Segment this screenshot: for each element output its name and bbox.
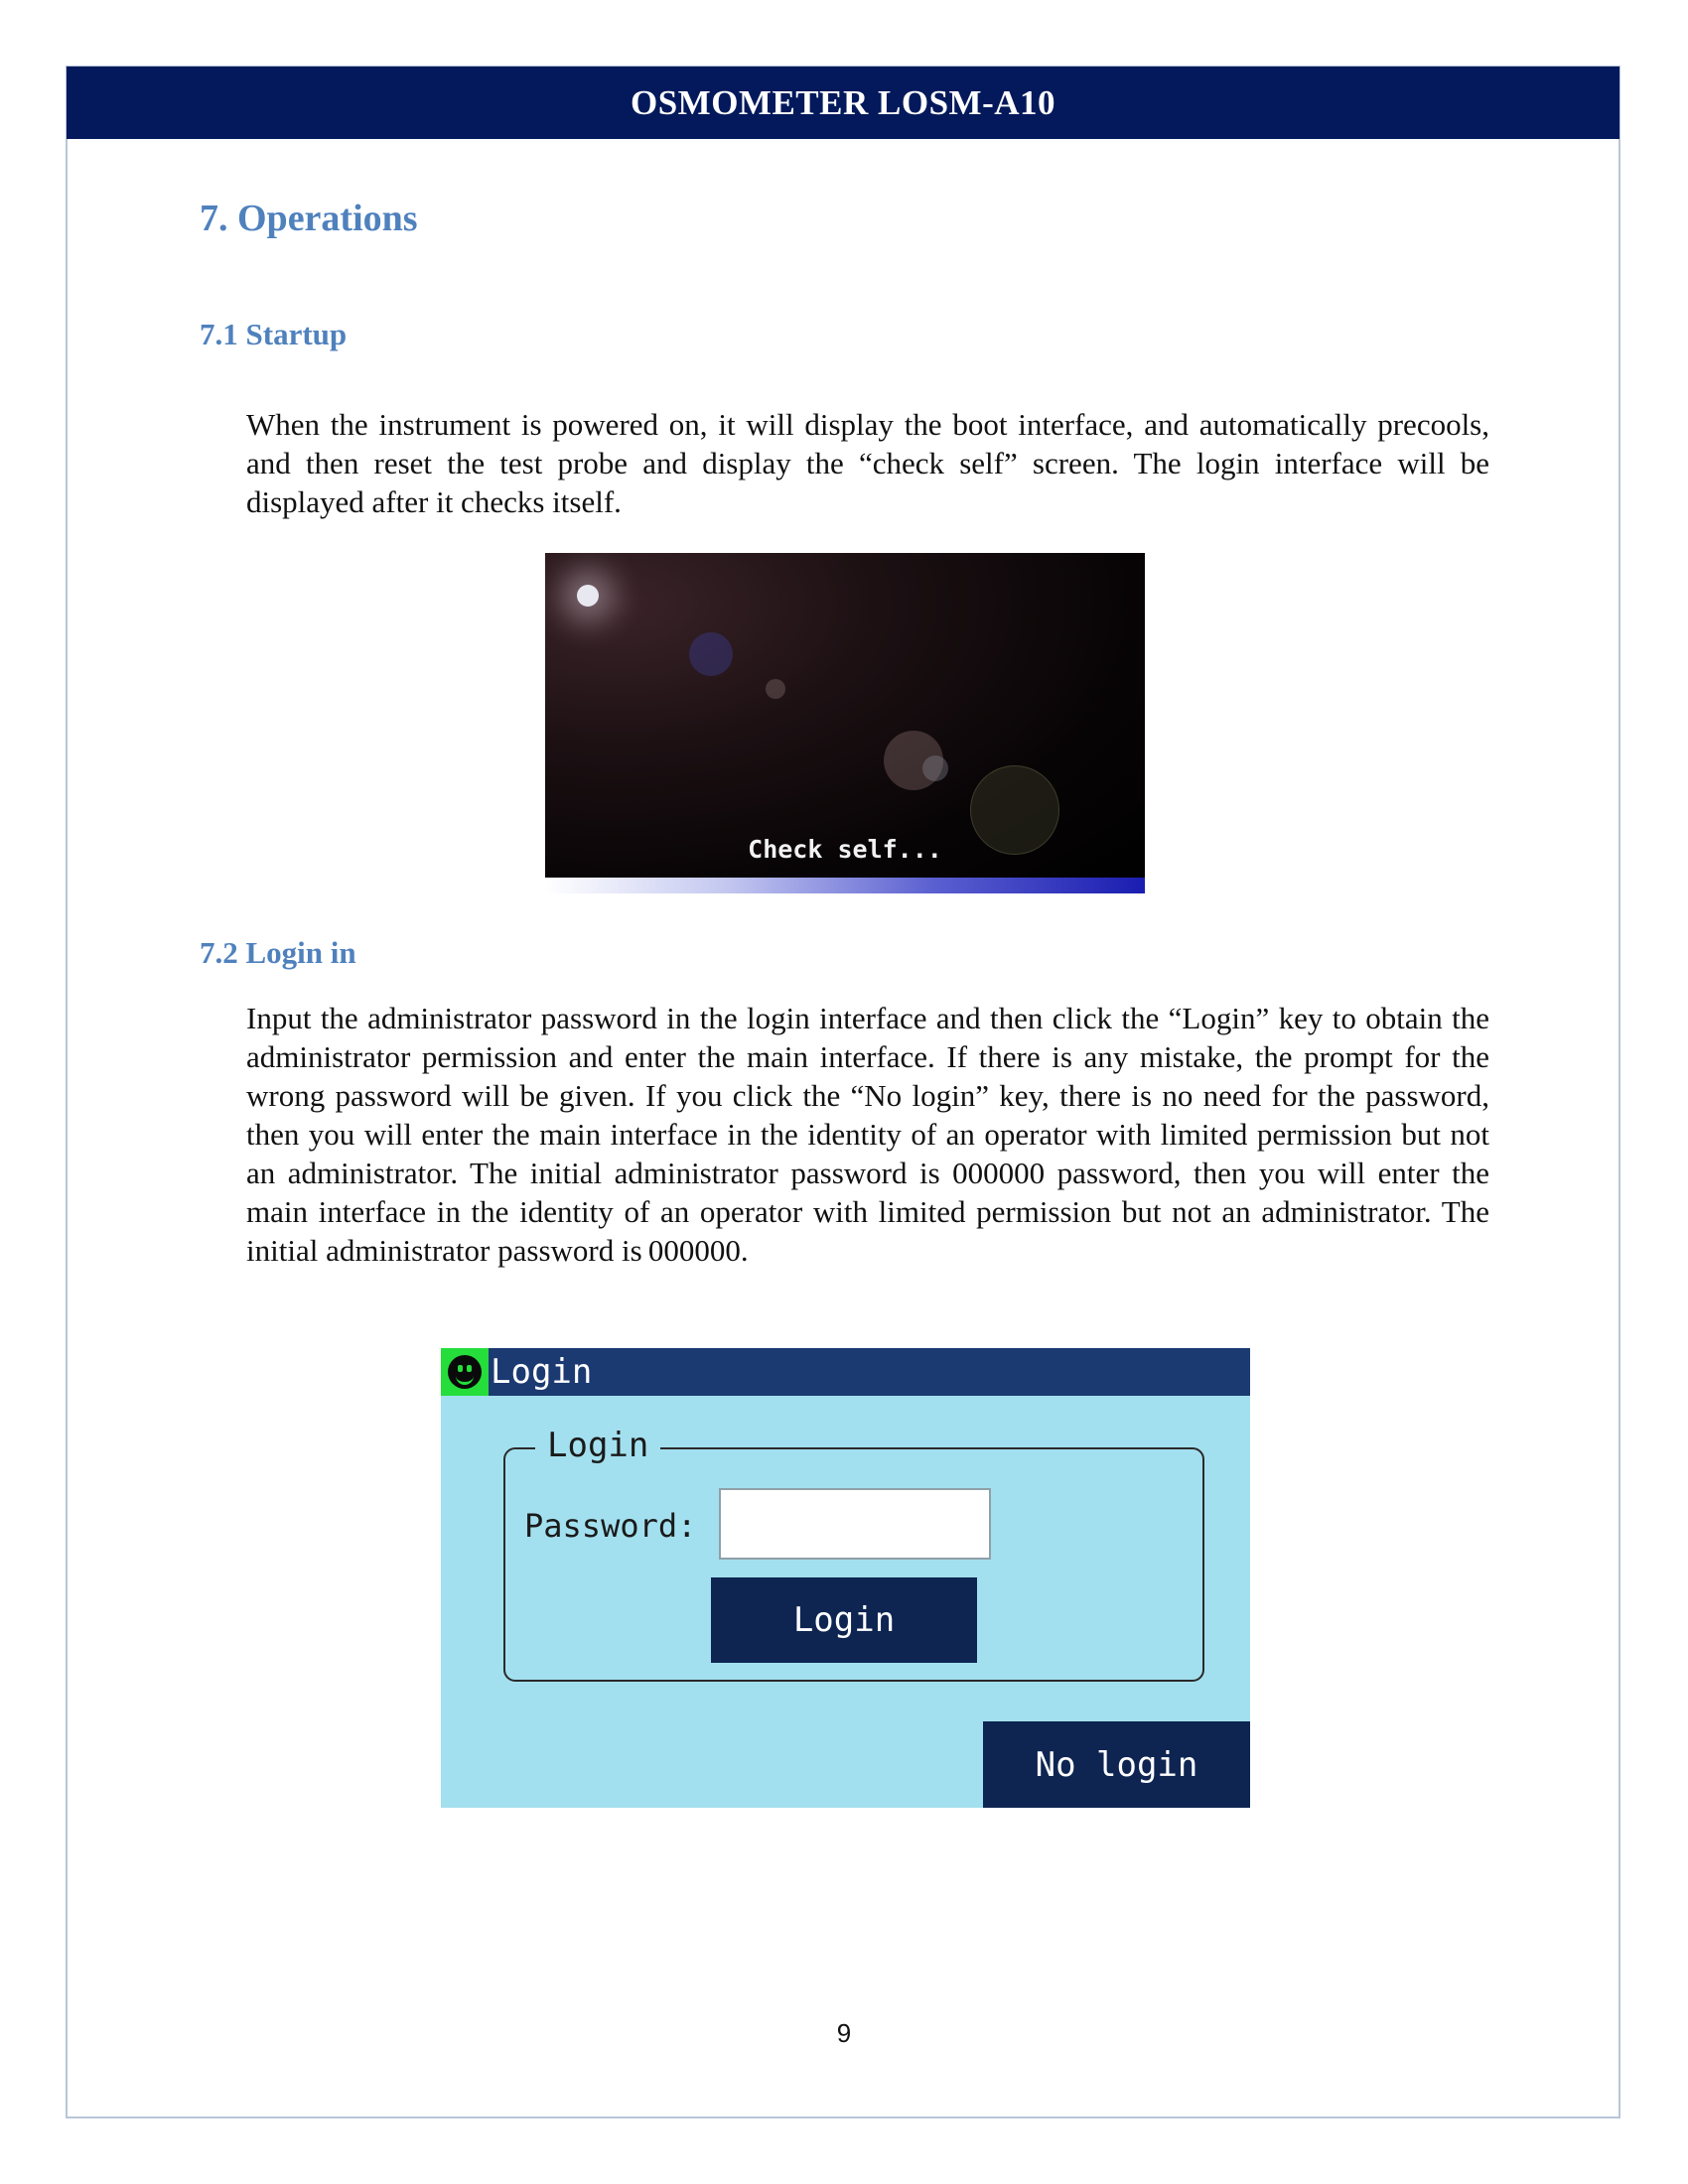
page-number: 9	[836, 2018, 852, 2048]
document-header: OSMOMETER LOSM-A10	[67, 67, 1619, 139]
login-paragraph: Input the administrator password in the login interface and then click the “Login” key to obtain the administrator permission and enter the main interface. If there is any mistake, the prompt for the wrong password will be given. If you click the “No login” key, there is no need for the password, then you will enter the main interface in the identity of an operator with limited permission but not an administrator. The initial administrator password is 000000 password, then you will enter the main interface in the identity of an operator with limited permission but not an administrator. The initial administrator password is 000000.	[246, 1001, 1489, 1268]
section-heading: 7. Operations	[200, 198, 418, 239]
login-button[interactable]: Login	[711, 1577, 977, 1663]
lens-flare	[577, 585, 599, 607]
smiley-icon	[441, 1348, 489, 1396]
login-titlebar	[441, 1348, 1250, 1396]
boot-status-text: Check self...	[748, 835, 942, 864]
lens-flare	[922, 755, 948, 781]
boot-progress-bar	[545, 878, 1145, 893]
lens-flare	[689, 632, 733, 676]
login-screen-image	[441, 1348, 1250, 1808]
startup-heading: 7.1 Startup	[200, 317, 348, 351]
login-heading: 7.2 Login in	[200, 935, 356, 970]
password-input[interactable]	[719, 1488, 991, 1560]
boot-screen-image	[545, 553, 1145, 893]
no-login-button[interactable]: No login	[983, 1721, 1250, 1808]
startup-paragraph: When the instrument is powered on, it will display the boot interface, and automatically precools, and then reset the test probe and display the “check self” screen. The login interface will be displayed after it checks itself.	[246, 407, 1489, 519]
login-window-title: Login	[491, 1352, 593, 1392]
login-group-legend: Login	[535, 1426, 660, 1465]
password-label: Password:	[524, 1507, 697, 1545]
lens-flare	[766, 679, 785, 699]
